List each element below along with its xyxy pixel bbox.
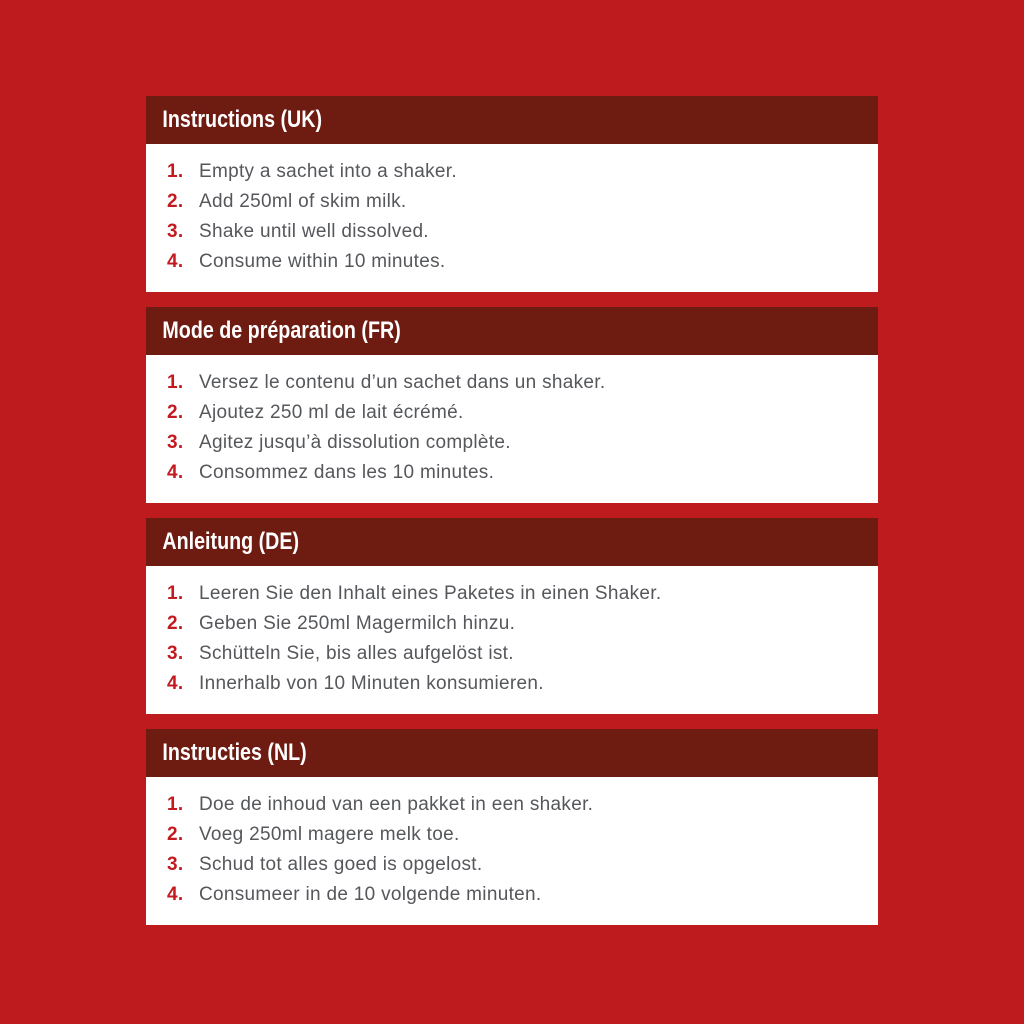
section-header [146,518,878,566]
step-text: Consumeer in de 10 volgende minuten. [199,884,542,905]
step-text: Doe de inhoud van een pakket in een shaker. [199,794,594,815]
step-item [146,217,878,247]
step-item [146,247,878,277]
step-number: 3. [167,643,184,664]
step-text: Versez le contenu d’un sachet dans un shaker. [199,372,606,393]
step-item [146,850,878,880]
step-item [146,639,878,669]
step-number: 1. [167,794,184,815]
step-text: Ajoutez 250 ml de lait écrémé. [199,402,464,423]
step-text: Shake until well dissolved. [199,221,429,242]
steps-list [146,157,878,277]
step-number: 1. [167,583,184,604]
step-text: Geben Sie 250ml Magermilch hinzu. [199,613,516,634]
section-title: Instructions (UK) [162,106,323,133]
step-number: 4. [167,251,184,272]
step-item [146,609,878,639]
step-number: 3. [167,854,184,875]
instruction-section [146,307,878,503]
section-panel [146,355,878,503]
step-item [146,669,878,699]
step-number: 2. [167,613,184,634]
step-text: Agitez jusqu’à dissolution complète. [199,432,511,453]
instruction-section [146,96,878,292]
step-item [146,187,878,217]
step-text: Add 250ml of skim milk. [199,191,407,212]
step-text: Consume within 10 minutes. [199,251,446,272]
section-panel [146,566,878,714]
step-number: 3. [167,432,184,453]
step-text: Consommez dans les 10 minutes. [199,462,495,483]
step-item [146,458,878,488]
section-title: Anleitung (DE) [162,528,300,555]
step-number: 4. [167,884,184,905]
step-number: 3. [167,221,184,242]
step-item [146,820,878,850]
step-text: Leeren Sie den Inhalt eines Paketes in einen Shaker. [199,583,662,604]
section-panel [146,777,878,925]
step-number: 4. [167,462,184,483]
section-header [146,307,878,355]
step-number: 1. [167,372,184,393]
instructions-column [146,96,878,940]
step-number: 2. [167,824,184,845]
section-title: Mode de préparation (FR) [162,317,401,344]
step-item [146,579,878,609]
step-text: Voeg 250ml magere melk toe. [199,824,460,845]
instruction-section [146,518,878,714]
step-item [146,428,878,458]
step-item [146,157,878,187]
steps-list [146,790,878,910]
step-text: Innerhalb von 10 Minuten konsumieren. [199,673,544,694]
steps-list [146,368,878,488]
step-number: 1. [167,161,184,182]
step-number: 2. [167,402,184,423]
step-text: Schütteln Sie, bis alles aufgelöst ist. [199,643,514,664]
section-title: Instructies (NL) [162,739,307,766]
instruction-section [146,729,878,925]
section-panel [146,144,878,292]
step-item [146,790,878,820]
step-item [146,880,878,910]
step-number: 4. [167,673,184,694]
step-number: 2. [167,191,184,212]
steps-list [146,579,878,699]
section-header [146,96,878,144]
step-text: Empty a sachet into a shaker. [199,161,457,182]
step-text: Schud tot alles goed is opgelost. [199,854,483,875]
step-item [146,398,878,428]
section-header [146,729,878,777]
step-item [146,368,878,398]
